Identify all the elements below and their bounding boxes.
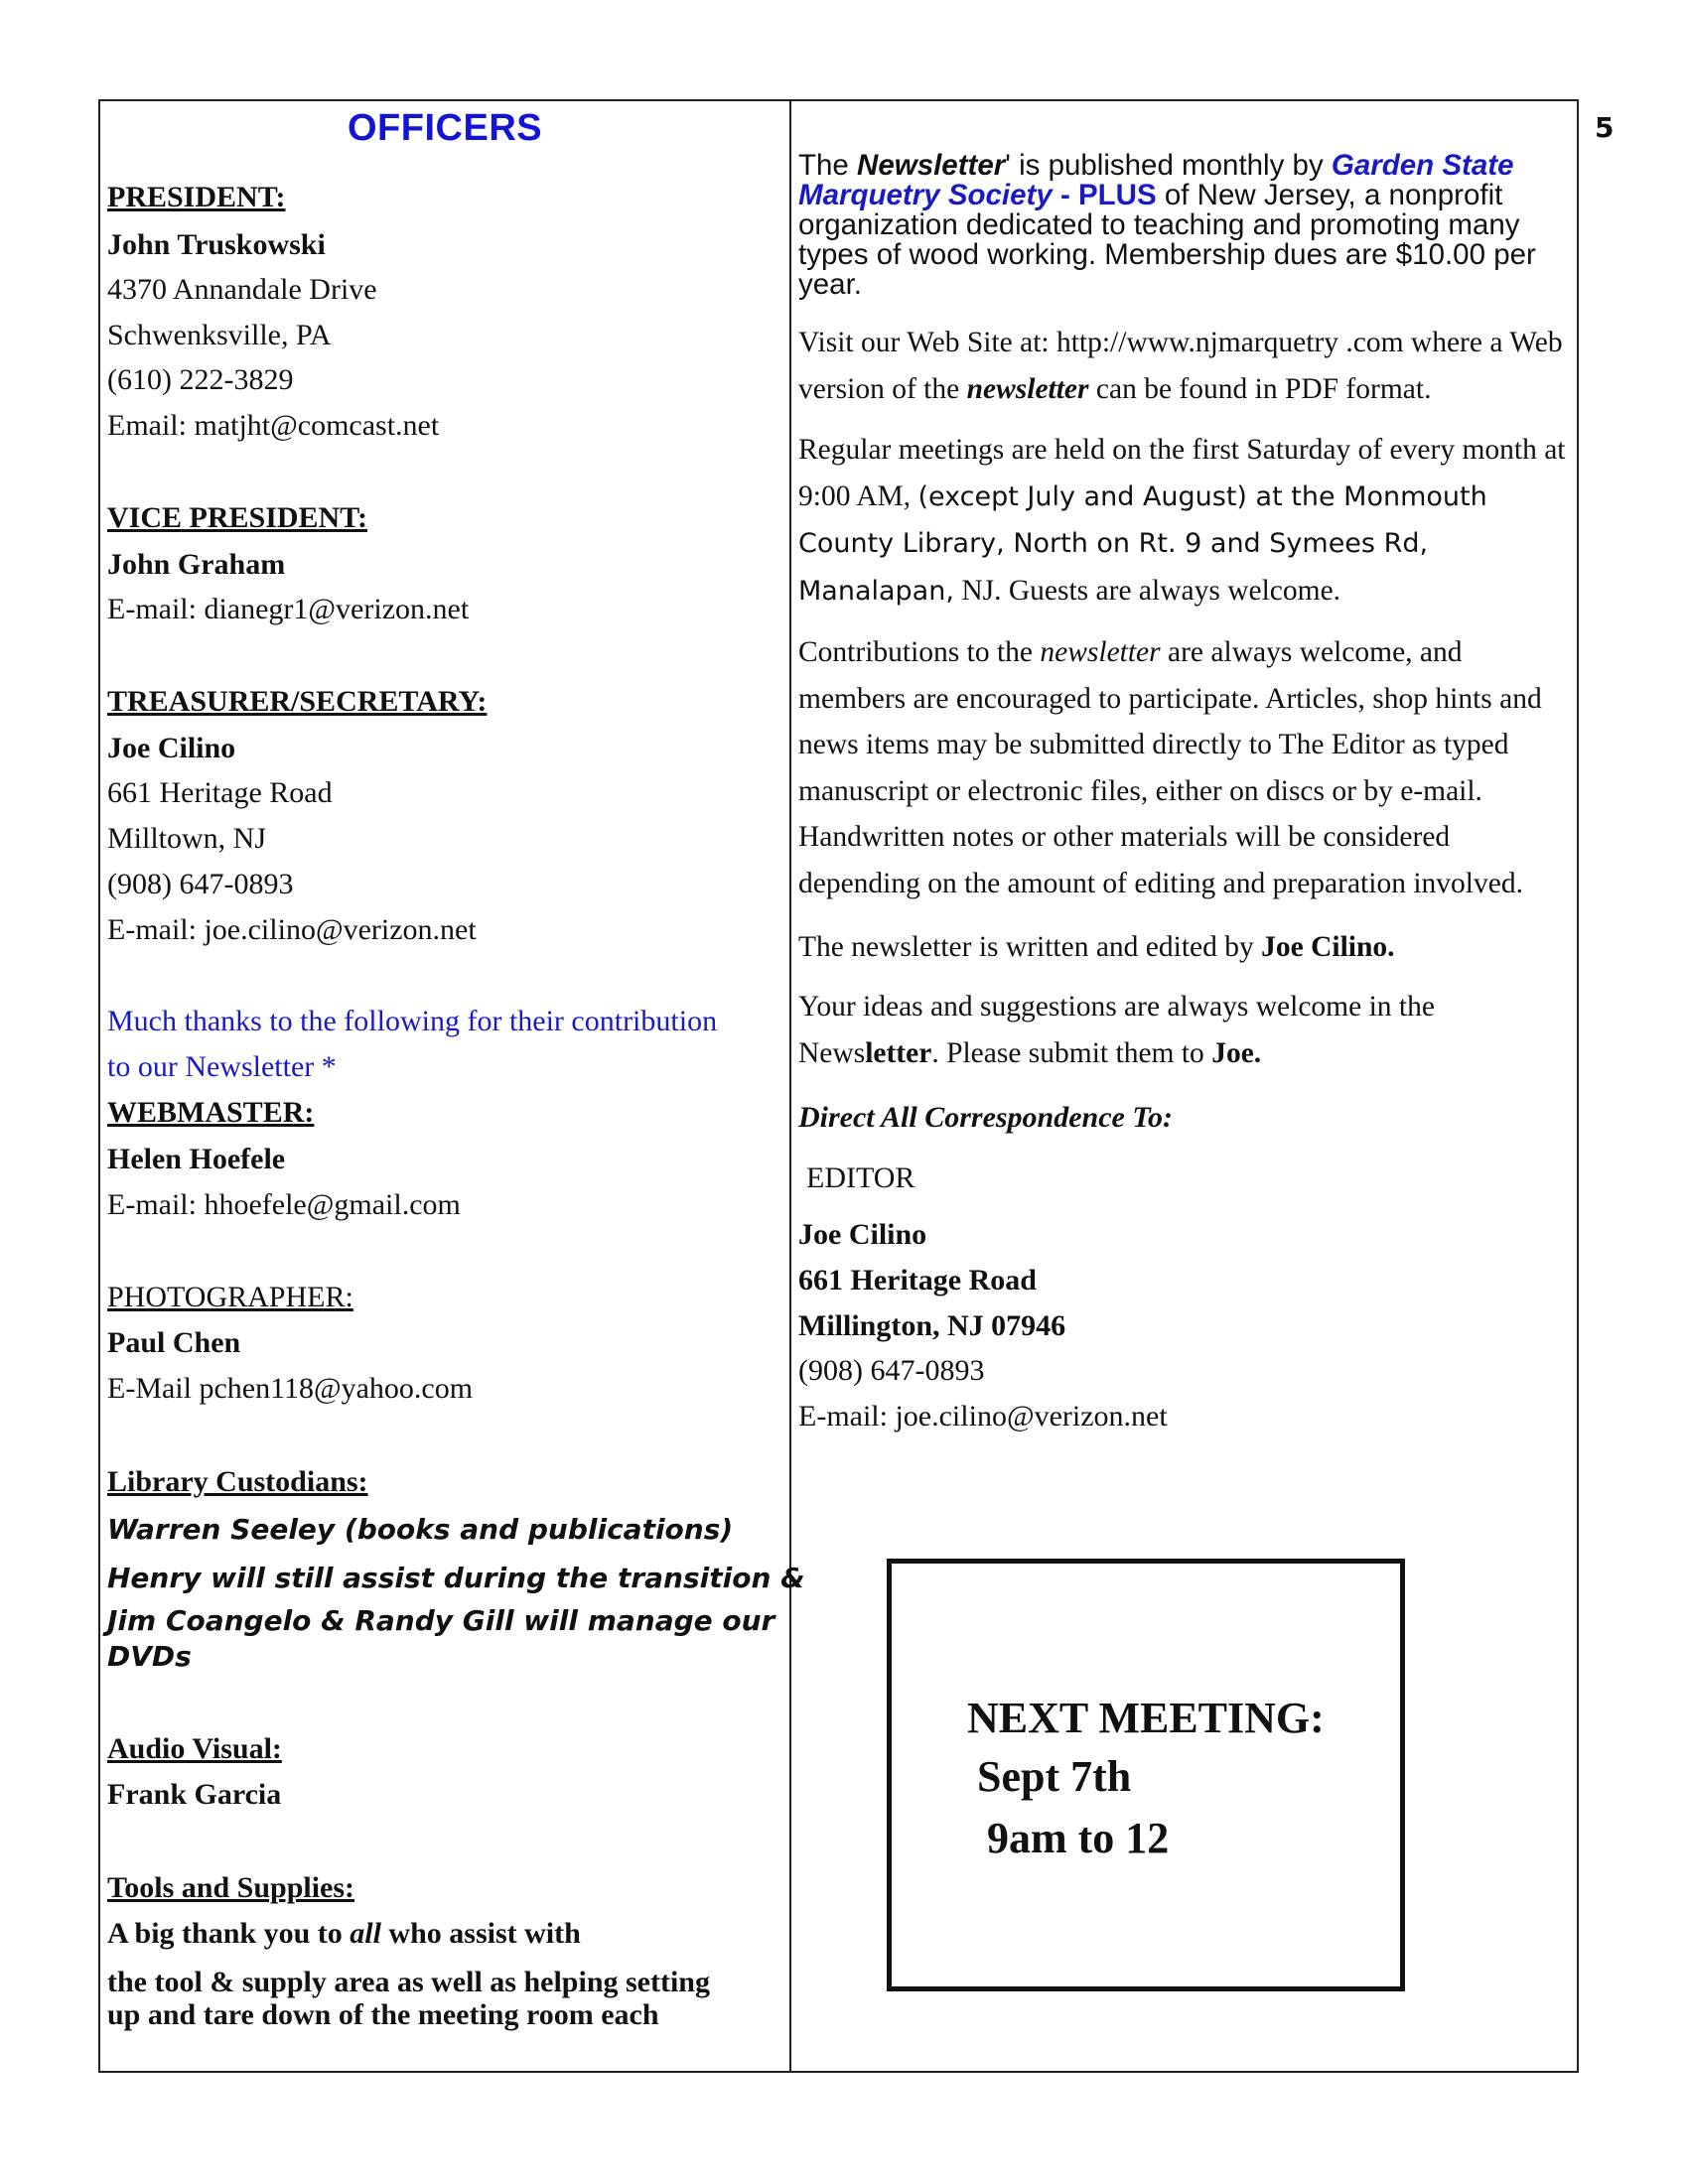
- tools-line-3: up and tare down of the meeting room each: [107, 1998, 659, 2031]
- photographer-heading: PHOTOGRAPHER:: [107, 1281, 353, 1313]
- president-email: Email: matjht@comcast.net: [107, 409, 440, 442]
- treasurer-heading: TREASURER/SECRETARY:: [107, 685, 488, 718]
- next-meeting-heading: NEXT MEETING:: [967, 1694, 1325, 1742]
- treasurer-email: E-mail: joe.cilino@verizon.net: [107, 913, 477, 946]
- contributions-paragraph: Contributions to the newsletter are always welcome, and members are encouraged to participate. Articles, shop hints and news items may be submitted directly to The Editor as typed manuscript or electronic files, either on discs or by e-mail. Handwritten notes or other materials will be considered depending on the amount of editing and preparation involved.: [798, 636, 1542, 899]
- president-heading: PRESIDENT:: [107, 181, 286, 213]
- column-divider: [789, 99, 791, 2073]
- library-line-3: Jim Coangelo & Randy Gill will manage our: [107, 1604, 775, 1637]
- president-address2: Schwenksville, PA: [107, 319, 332, 351]
- vice-president-name: John Graham: [107, 548, 286, 581]
- page-number: 5: [1595, 111, 1615, 144]
- president-address1: 4370 Annandale Drive: [107, 273, 377, 306]
- treasurer-name: Joe Cilino: [107, 732, 236, 764]
- president-phone: (610) 222-3829: [107, 363, 294, 396]
- web-site-paragraph: Visit our Web Site at: http://www.njmarquetry .com where a Web version of the newsletter can be found in PDF format.: [798, 327, 1563, 405]
- library-line-4: DVDs: [107, 1640, 192, 1673]
- editor-label: EDITOR: [806, 1161, 915, 1194]
- webmaster-name: Helen Hoefele: [107, 1143, 286, 1175]
- editor-phone: (908) 647-0893: [798, 1354, 985, 1387]
- photographer-email: E-Mail pchen118@yahoo.com: [107, 1372, 474, 1405]
- ideas-paragraph: Your ideas and suggestions are always welcome in the Newsletter. Please submit them to Joe.: [798, 991, 1435, 1069]
- tools-heading: Tools and Supplies:: [107, 1871, 355, 1904]
- vice-president-email: E-mail: dianegr1@verizon.net: [107, 593, 470, 625]
- thanks-line-1: Much thanks to the following for their contribution: [107, 1005, 718, 1037]
- webmaster-email: E-mail: hhoefele@gmail.com: [107, 1188, 461, 1221]
- next-meeting-time: 9am to 12: [987, 1814, 1170, 1862]
- editor-email: E-mail: joe.cilino@verizon.net: [798, 1400, 1168, 1433]
- vice-president-heading: VICE PRESIDENT:: [107, 501, 367, 534]
- next-meeting-date: Sept 7th: [977, 1752, 1132, 1801]
- next-meeting-box: [887, 1559, 1405, 1991]
- photographer-name: Paul Chen: [107, 1326, 241, 1359]
- direct-correspondence: Direct All Correspondence To:: [798, 1101, 1173, 1134]
- editor-address1: 661 Heritage Road: [798, 1264, 1037, 1297]
- library-line-1: Warren Seeley (books and publications): [107, 1513, 734, 1546]
- thanks-line-2: to our Newsletter *: [107, 1050, 337, 1083]
- president-name: John Truskowski: [107, 228, 326, 261]
- tools-line-1: A big thank you to all who assist with: [107, 1917, 581, 1950]
- treasurer-phone: (908) 647-0893: [107, 868, 294, 900]
- audio-visual-heading: Audio Visual:: [107, 1732, 282, 1765]
- newsletter-intro: The Newsletter' is published monthly by Garden State Marquetry Society - PLUS of New Jersey, a nonprofit organization dedicated to teaching and promoting many types of wood working. Membership dues are $10.00 per year.: [798, 149, 1536, 301]
- editor-address2: Millington, NJ 07946: [798, 1309, 1066, 1342]
- officers-title: OFFICERS: [348, 107, 543, 149]
- webmaster-heading: WEBMASTER:: [107, 1096, 315, 1129]
- library-line-2: Henry will still assist during the transition &: [107, 1562, 805, 1594]
- treasurer-address1: 661 Heritage Road: [107, 776, 333, 809]
- editor-name: Joe Cilino: [798, 1218, 927, 1251]
- meetings-paragraph: Regular meetings are held on the first Saturday of every month at 9:00 AM, (except July and August) at the Monmouth County Library, North on Rt. 9 and Symees Rd, Manalapan, NJ. Guests are always welcome.: [798, 434, 1566, 607]
- library-heading: Library Custodians:: [107, 1465, 368, 1498]
- written-by-paragraph: The newsletter is written and edited by Joe Cilino.: [798, 931, 1395, 963]
- tools-line-2: the tool & supply area as well as helping setting: [107, 1966, 710, 1998]
- treasurer-address2: Milltown, NJ: [107, 822, 267, 855]
- audio-visual-name: Frank Garcia: [107, 1778, 282, 1811]
